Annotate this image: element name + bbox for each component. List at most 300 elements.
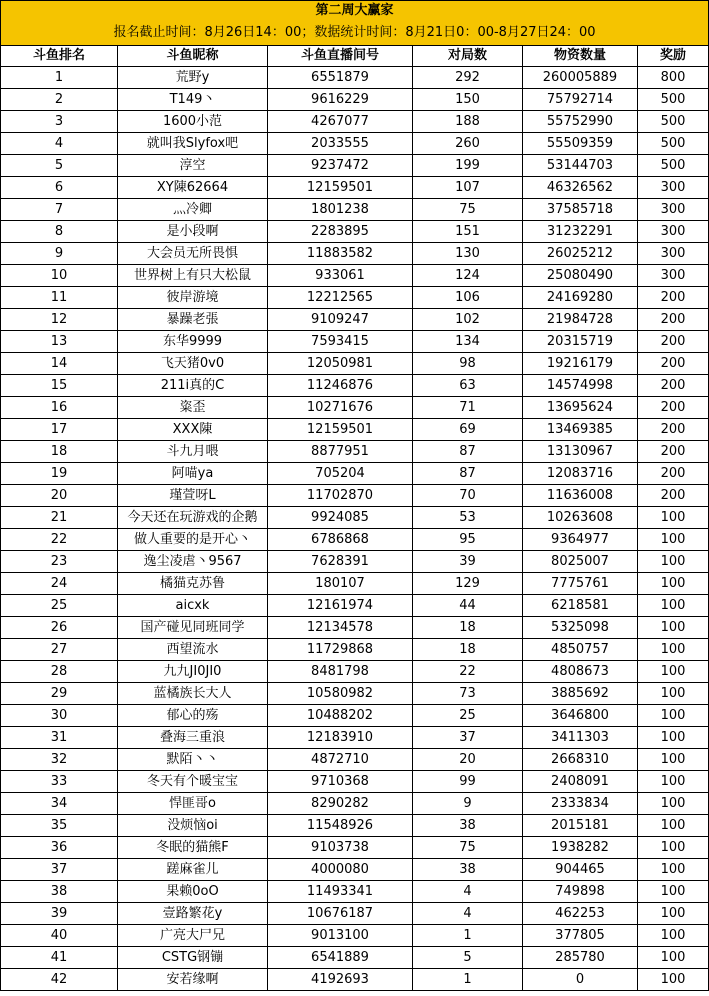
matches-cell: 188 <box>413 111 523 133</box>
matches-cell: 99 <box>413 771 523 793</box>
nickname-cell: 逸尘凌虐丶9567 <box>118 551 268 573</box>
reward-cell: 100 <box>638 903 709 925</box>
matches-cell: 71 <box>413 397 523 419</box>
nickname-cell: 果赖0oO <box>118 881 268 903</box>
reward-cell: 200 <box>638 397 709 419</box>
matches-cell: 73 <box>413 683 523 705</box>
rank-cell: 4 <box>1 133 118 155</box>
table-row <box>1 177 709 199</box>
nickname-cell: T149丶 <box>118 89 268 111</box>
reward-cell: 100 <box>638 573 709 595</box>
rank-cell: 17 <box>1 419 118 441</box>
column-header-room-id: 斗鱼直播间号 <box>268 46 413 67</box>
rank-cell: 21 <box>1 507 118 529</box>
reward-cell: 200 <box>638 353 709 375</box>
room-id-cell: 9109247 <box>268 309 413 331</box>
supplies-cell: 10263608 <box>523 507 638 529</box>
column-header-rank: 斗鱼排名 <box>1 46 118 67</box>
room-id-cell: 6551879 <box>268 67 413 89</box>
room-id-cell: 180107 <box>268 573 413 595</box>
matches-cell: 75 <box>413 837 523 859</box>
nickname-cell: 默陌丶丶 <box>118 749 268 771</box>
nickname-cell: 悍匪哥o <box>118 793 268 815</box>
rank-cell: 20 <box>1 485 118 507</box>
nickname-cell: 斗九月喂 <box>118 441 268 463</box>
room-id-cell: 1801238 <box>268 199 413 221</box>
table-row <box>1 507 709 529</box>
table-row <box>1 837 709 859</box>
reward-cell: 200 <box>638 331 709 353</box>
rank-cell: 8 <box>1 221 118 243</box>
reward-cell: 200 <box>638 419 709 441</box>
supplies-cell: 2015181 <box>523 815 638 837</box>
rank-cell: 25 <box>1 595 118 617</box>
supplies-cell: 25080490 <box>523 265 638 287</box>
nickname-cell: XY陳62664 <box>118 177 268 199</box>
nickname-cell: 淳空 <box>118 155 268 177</box>
reward-cell: 200 <box>638 463 709 485</box>
table-row <box>1 353 709 375</box>
supplies-cell: 14574998 <box>523 375 638 397</box>
sheet-title: 第二周大赢家 <box>1 1 709 22</box>
room-id-cell: 2033555 <box>268 133 413 155</box>
rank-cell: 15 <box>1 375 118 397</box>
supplies-cell: 8025007 <box>523 551 638 573</box>
nickname-cell: 211i真的C <box>118 375 268 397</box>
room-id-cell: 933061 <box>268 265 413 287</box>
table-row <box>1 595 709 617</box>
nickname-cell: 没烦恼oi <box>118 815 268 837</box>
supplies-cell: 26025212 <box>523 243 638 265</box>
reward-cell: 100 <box>638 661 709 683</box>
nickname-cell: 郁心的殇 <box>118 705 268 727</box>
supplies-cell: 2668310 <box>523 749 638 771</box>
rank-cell: 31 <box>1 727 118 749</box>
rank-cell: 3 <box>1 111 118 133</box>
table-row <box>1 617 709 639</box>
room-id-cell: 9013100 <box>268 925 413 947</box>
matches-cell: 4 <box>413 881 523 903</box>
rank-cell: 38 <box>1 881 118 903</box>
table-row <box>1 881 709 903</box>
supplies-cell: 7775761 <box>523 573 638 595</box>
table-row <box>1 639 709 661</box>
rank-cell: 33 <box>1 771 118 793</box>
supplies-cell: 55509359 <box>523 133 638 155</box>
nickname-cell: 安若缘啊 <box>118 969 268 991</box>
matches-cell: 53 <box>413 507 523 529</box>
matches-cell: 199 <box>413 155 523 177</box>
supplies-cell: 4850757 <box>523 639 638 661</box>
supplies-cell: 31232291 <box>523 221 638 243</box>
matches-cell: 44 <box>413 595 523 617</box>
nickname-cell: XXX陳 <box>118 419 268 441</box>
table-row <box>1 925 709 947</box>
room-id-cell: 9237472 <box>268 155 413 177</box>
reward-cell: 300 <box>638 243 709 265</box>
supplies-cell: 3411303 <box>523 727 638 749</box>
nickname-cell: 东华9999 <box>118 331 268 353</box>
matches-cell: 102 <box>413 309 523 331</box>
supplies-cell: 6218581 <box>523 595 638 617</box>
nickname-cell: 九九JI0JI0 <box>118 661 268 683</box>
room-id-cell: 8877951 <box>268 441 413 463</box>
matches-cell: 151 <box>413 221 523 243</box>
supplies-cell: 3885692 <box>523 683 638 705</box>
room-id-cell: 6786868 <box>268 529 413 551</box>
nickname-cell: 西望流水 <box>118 639 268 661</box>
column-header-row <box>1 46 709 67</box>
nickname-cell: 壹路繁花y <box>118 903 268 925</box>
nickname-cell: 荒野y <box>118 67 268 89</box>
reward-cell: 300 <box>638 265 709 287</box>
rank-cell: 1 <box>1 67 118 89</box>
rank-cell: 23 <box>1 551 118 573</box>
table-row <box>1 243 709 265</box>
nickname-cell: 今天还在玩游戏的企鹅 <box>118 507 268 529</box>
rank-cell: 40 <box>1 925 118 947</box>
rank-cell: 29 <box>1 683 118 705</box>
nickname-cell: 叠海三重浪 <box>118 727 268 749</box>
reward-cell: 300 <box>638 221 709 243</box>
table-row <box>1 375 709 397</box>
reward-cell: 100 <box>638 947 709 969</box>
table-row <box>1 859 709 881</box>
rank-cell: 39 <box>1 903 118 925</box>
column-header-matches: 对局数 <box>413 46 523 67</box>
nickname-cell: 国产碰见同班同学 <box>118 617 268 639</box>
supplies-cell: 55752990 <box>523 111 638 133</box>
reward-cell: 100 <box>638 551 709 573</box>
matches-cell: 150 <box>413 89 523 111</box>
table-row <box>1 573 709 595</box>
reward-cell: 100 <box>638 925 709 947</box>
room-id-cell: 705204 <box>268 463 413 485</box>
nickname-cell: 暴躁老張 <box>118 309 268 331</box>
matches-cell: 87 <box>413 463 523 485</box>
nickname-cell: 做人重要的是开心丶 <box>118 529 268 551</box>
room-id-cell: 9103738 <box>268 837 413 859</box>
room-id-cell: 12161974 <box>268 595 413 617</box>
nickname-cell: 1600小范 <box>118 111 268 133</box>
supplies-cell: 75792714 <box>523 89 638 111</box>
supplies-cell: 53144703 <box>523 155 638 177</box>
reward-cell: 100 <box>638 771 709 793</box>
supplies-cell: 260005889 <box>523 67 638 89</box>
nickname-cell: 大会员无所畏惧 <box>118 243 268 265</box>
supplies-cell: 2333834 <box>523 793 638 815</box>
table-row <box>1 419 709 441</box>
supplies-cell: 2408091 <box>523 771 638 793</box>
table-row <box>1 793 709 815</box>
table-row <box>1 749 709 771</box>
reward-cell: 100 <box>638 837 709 859</box>
table-row <box>1 661 709 683</box>
table-body <box>1 67 709 991</box>
room-id-cell: 12212565 <box>268 287 413 309</box>
rank-cell: 18 <box>1 441 118 463</box>
room-id-cell: 4267077 <box>268 111 413 133</box>
room-id-cell: 12159501 <box>268 177 413 199</box>
table-row <box>1 485 709 507</box>
supplies-cell: 3646800 <box>523 705 638 727</box>
table-row <box>1 903 709 925</box>
matches-cell: 5 <box>413 947 523 969</box>
room-id-cell: 9616229 <box>268 89 413 111</box>
room-id-cell: 4192693 <box>268 969 413 991</box>
matches-cell: 95 <box>413 529 523 551</box>
rank-cell: 2 <box>1 89 118 111</box>
matches-cell: 39 <box>413 551 523 573</box>
matches-cell: 38 <box>413 815 523 837</box>
matches-cell: 20 <box>413 749 523 771</box>
matches-cell: 87 <box>413 441 523 463</box>
table-row <box>1 947 709 969</box>
nickname-cell: 广亮大尸兄 <box>118 925 268 947</box>
supplies-cell: 285780 <box>523 947 638 969</box>
reward-cell: 200 <box>638 441 709 463</box>
matches-cell: 106 <box>413 287 523 309</box>
rank-cell: 11 <box>1 287 118 309</box>
rank-cell: 26 <box>1 617 118 639</box>
matches-cell: 129 <box>413 573 523 595</box>
reward-cell: 100 <box>638 749 709 771</box>
room-id-cell: 6541889 <box>268 947 413 969</box>
room-id-cell: 7628391 <box>268 551 413 573</box>
supplies-cell: 462253 <box>523 903 638 925</box>
reward-cell: 100 <box>638 815 709 837</box>
reward-cell: 200 <box>638 485 709 507</box>
title-row <box>1 1 709 22</box>
nickname-cell: 彼岸游境 <box>118 287 268 309</box>
rank-cell: 12 <box>1 309 118 331</box>
room-id-cell: 12050981 <box>268 353 413 375</box>
room-id-cell: 10676187 <box>268 903 413 925</box>
matches-cell: 69 <box>413 419 523 441</box>
nickname-cell: 瑾萱呀L <box>118 485 268 507</box>
supplies-cell: 5325098 <box>523 617 638 639</box>
nickname-cell: 粢歪 <box>118 397 268 419</box>
nickname-cell: 蓝橘族长大人 <box>118 683 268 705</box>
matches-cell: 124 <box>413 265 523 287</box>
nickname-cell: 是小段啊 <box>118 221 268 243</box>
nickname-cell: 灬冷卿 <box>118 199 268 221</box>
nickname-cell: 飞天猪0v0 <box>118 353 268 375</box>
matches-cell: 260 <box>413 133 523 155</box>
rank-cell: 30 <box>1 705 118 727</box>
matches-cell: 63 <box>413 375 523 397</box>
rank-cell: 42 <box>1 969 118 991</box>
nickname-cell: CSTG钢镚 <box>118 947 268 969</box>
rank-cell: 22 <box>1 529 118 551</box>
room-id-cell: 11246876 <box>268 375 413 397</box>
room-id-cell: 11883582 <box>268 243 413 265</box>
reward-cell: 100 <box>638 859 709 881</box>
supplies-cell: 13130967 <box>523 441 638 463</box>
matches-cell: 134 <box>413 331 523 353</box>
reward-cell: 500 <box>638 111 709 133</box>
reward-cell: 100 <box>638 617 709 639</box>
table-row <box>1 397 709 419</box>
matches-cell: 18 <box>413 617 523 639</box>
room-id-cell: 11729868 <box>268 639 413 661</box>
reward-cell: 500 <box>638 89 709 111</box>
column-header-supplies: 物资数量 <box>523 46 638 67</box>
reward-cell: 100 <box>638 529 709 551</box>
reward-cell: 200 <box>638 309 709 331</box>
nickname-cell: 蹉麻雀儿 <box>118 859 268 881</box>
rank-cell: 6 <box>1 177 118 199</box>
nickname-cell: 冬天有个暖宝宝 <box>118 771 268 793</box>
supplies-cell: 21984728 <box>523 309 638 331</box>
table-row <box>1 815 709 837</box>
rank-cell: 41 <box>1 947 118 969</box>
room-id-cell: 7593415 <box>268 331 413 353</box>
nickname-cell: 就叫我Slyfox吧 <box>118 133 268 155</box>
matches-cell: 37 <box>413 727 523 749</box>
matches-cell: 292 <box>413 67 523 89</box>
matches-cell: 22 <box>413 661 523 683</box>
reward-cell: 500 <box>638 133 709 155</box>
nickname-cell: 冬眠的猫熊F <box>118 837 268 859</box>
supplies-cell: 904465 <box>523 859 638 881</box>
supplies-cell: 37585718 <box>523 199 638 221</box>
room-id-cell: 12183910 <box>268 727 413 749</box>
table-row <box>1 133 709 155</box>
table-row <box>1 265 709 287</box>
reward-cell: 300 <box>638 177 709 199</box>
reward-cell: 100 <box>638 881 709 903</box>
reward-cell: 100 <box>638 683 709 705</box>
supplies-cell: 13695624 <box>523 397 638 419</box>
table-row <box>1 705 709 727</box>
rank-cell: 27 <box>1 639 118 661</box>
rank-cell: 19 <box>1 463 118 485</box>
room-id-cell: 11493341 <box>268 881 413 903</box>
table-row <box>1 221 709 243</box>
rank-cell: 16 <box>1 397 118 419</box>
rank-cell: 7 <box>1 199 118 221</box>
room-id-cell: 10271676 <box>268 397 413 419</box>
matches-cell: 130 <box>413 243 523 265</box>
reward-cell: 100 <box>638 507 709 529</box>
room-id-cell: 11548926 <box>268 815 413 837</box>
reward-cell: 200 <box>638 375 709 397</box>
room-id-cell: 8290282 <box>268 793 413 815</box>
supplies-cell: 11636008 <box>523 485 638 507</box>
sheet-subtitle: 报名截止时间：8月26日14：00；数据统计时间：8月21日0：00-8月27日24：00 <box>1 21 709 46</box>
reward-cell: 100 <box>638 793 709 815</box>
supplies-cell: 4808673 <box>523 661 638 683</box>
column-header-reward: 奖励 <box>638 46 709 67</box>
supplies-cell: 749898 <box>523 881 638 903</box>
table-row <box>1 683 709 705</box>
supplies-cell: 0 <box>523 969 638 991</box>
supplies-cell: 12083716 <box>523 463 638 485</box>
room-id-cell: 10488202 <box>268 705 413 727</box>
reward-cell: 500 <box>638 155 709 177</box>
room-id-cell: 12159501 <box>268 419 413 441</box>
nickname-cell: 世界树上有只大松鼠 <box>118 265 268 287</box>
rank-cell: 14 <box>1 353 118 375</box>
column-header-nickname: 斗鱼昵称 <box>118 46 268 67</box>
reward-cell: 100 <box>638 639 709 661</box>
table-row <box>1 771 709 793</box>
matches-cell: 1 <box>413 969 523 991</box>
supplies-cell: 1938282 <box>523 837 638 859</box>
reward-cell: 100 <box>638 705 709 727</box>
table-row <box>1 463 709 485</box>
rank-cell: 28 <box>1 661 118 683</box>
matches-cell: 38 <box>413 859 523 881</box>
nickname-cell: 橘猫克苏鲁 <box>118 573 268 595</box>
supplies-cell: 9364977 <box>523 529 638 551</box>
matches-cell: 98 <box>413 353 523 375</box>
table-row <box>1 441 709 463</box>
table-row <box>1 727 709 749</box>
table-row <box>1 67 709 89</box>
rank-cell: 34 <box>1 793 118 815</box>
matches-cell: 1 <box>413 925 523 947</box>
reward-cell: 200 <box>638 287 709 309</box>
supplies-cell: 20315719 <box>523 331 638 353</box>
table-row <box>1 111 709 133</box>
room-id-cell: 8481798 <box>268 661 413 683</box>
room-id-cell: 2283895 <box>268 221 413 243</box>
reward-cell: 100 <box>638 969 709 991</box>
room-id-cell: 9924085 <box>268 507 413 529</box>
room-id-cell: 4872710 <box>268 749 413 771</box>
matches-cell: 75 <box>413 199 523 221</box>
rank-cell: 32 <box>1 749 118 771</box>
rank-cell: 37 <box>1 859 118 881</box>
matches-cell: 9 <box>413 793 523 815</box>
reward-cell: 300 <box>638 199 709 221</box>
rank-cell: 10 <box>1 265 118 287</box>
nickname-cell: aicxk <box>118 595 268 617</box>
room-id-cell: 11702870 <box>268 485 413 507</box>
rank-cell: 9 <box>1 243 118 265</box>
supplies-cell: 377805 <box>523 925 638 947</box>
matches-cell: 4 <box>413 903 523 925</box>
reward-cell: 100 <box>638 595 709 617</box>
table-row <box>1 287 709 309</box>
table-row <box>1 199 709 221</box>
room-id-cell: 12134578 <box>268 617 413 639</box>
supplies-cell: 13469385 <box>523 419 638 441</box>
table-row <box>1 969 709 991</box>
room-id-cell: 4000080 <box>268 859 413 881</box>
rank-cell: 35 <box>1 815 118 837</box>
table-row <box>1 331 709 353</box>
rank-cell: 5 <box>1 155 118 177</box>
matches-cell: 18 <box>413 639 523 661</box>
table-row <box>1 529 709 551</box>
matches-cell: 107 <box>413 177 523 199</box>
matches-cell: 70 <box>413 485 523 507</box>
reward-cell: 100 <box>638 727 709 749</box>
rank-cell: 36 <box>1 837 118 859</box>
table-row <box>1 89 709 111</box>
supplies-cell: 24169280 <box>523 287 638 309</box>
rank-cell: 24 <box>1 573 118 595</box>
reward-cell: 800 <box>638 67 709 89</box>
table-row <box>1 155 709 177</box>
table-row <box>1 551 709 573</box>
nickname-cell: 阿喵ya <box>118 463 268 485</box>
supplies-cell: 19216179 <box>523 353 638 375</box>
subtitle-row <box>1 21 709 46</box>
